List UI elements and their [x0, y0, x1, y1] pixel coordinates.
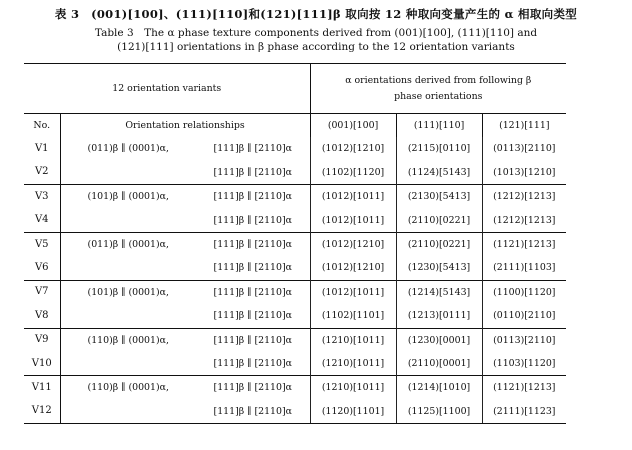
table-row [24, 232, 566, 256]
cell-orientation-121: (1212)[1213] [482, 209, 566, 233]
cell-orientation-121: (0113)[2110] [482, 328, 566, 352]
table-row [24, 280, 566, 304]
cell-no: V10 [31, 357, 52, 369]
header-no: No. [24, 114, 60, 138]
cell-direction-relationship: [111]β ∥ [2110]α [213, 262, 292, 274]
cell-direction-relationship: [111]β ∥ [2110]α [196, 328, 310, 352]
cell-direction-relationship: [111]β ∥ [2110]α [196, 280, 310, 304]
cell-orientation-121: (1103)[1120] [482, 352, 566, 376]
cell-orientation-001: (1102)[1120] [310, 161, 396, 185]
header-relationships: Orientation relationships [60, 114, 310, 138]
table-row [24, 137, 566, 160]
cell-orientation-111: (1214)[5143] [396, 280, 482, 304]
cell-plane-relationship: (101)β ∥ (0001)α, [60, 185, 196, 209]
cell-no: V1 [34, 143, 49, 155]
cell-orientation-121: (0113)[2110] [482, 137, 566, 160]
cell-orientation-001: (1012)[1011] [310, 209, 396, 233]
cell-direction-relationship: [111]β ∥ [2110]α [196, 376, 310, 400]
cell-plane-relationship [60, 400, 196, 424]
cell-direction-relationship: [111]β ∥ [2110]α [196, 232, 310, 256]
cell-orientation-111: (2110)[0221] [396, 232, 482, 256]
cell-no: V7 [24, 280, 60, 304]
cell-no: V4 [34, 214, 49, 226]
table-body [24, 137, 566, 423]
cell-no: V2 [34, 166, 49, 178]
cell-direction-relationship: [111]β ∥ [2110]α [196, 400, 310, 424]
cell-direction-relationship: [111]β ∥ [2110]α [213, 166, 292, 178]
cell-plane-relationship [60, 352, 196, 376]
orientation-table [24, 63, 566, 424]
cell-plane-relationship: (101)β ∥ (0001)α, [60, 280, 196, 304]
cell-plane-relationship [60, 256, 196, 280]
table-caption-chinese: 表 3 (001)[100]、(111)[110]和(121)[111]β 取向按 12 种取向变量产生的 α 相取向类型 [54, 7, 578, 21]
cell-no: V5 [24, 232, 60, 256]
cell-plane-relationship [60, 209, 196, 233]
table-row [24, 161, 566, 185]
cell-plane-relationship: (011)β ∥ (0001)α, [60, 137, 196, 160]
cell-no: V6 [34, 262, 49, 274]
cell-plane-relationship: (110)β ∥ (0001)α, [60, 376, 196, 400]
cell-orientation-001: (1012)[1011] [310, 185, 396, 209]
cell-orientation-121: (1013)[1210] [482, 161, 566, 185]
cell-plane-relationship [60, 161, 196, 185]
cell-orientation-111: (1213)[0111] [396, 304, 482, 328]
table-row [24, 256, 566, 280]
table-header-row-1 [24, 64, 566, 114]
cell-orientation-121: (1212)[1213] [482, 185, 566, 209]
table-row [24, 352, 566, 376]
cell-orientation-121: (2111)[1123] [482, 400, 566, 424]
table-row [24, 400, 566, 424]
cell-plane-relationship: (110)β ∥ (0001)α, [60, 328, 196, 352]
cell-orientation-001: (1012)[1210] [310, 137, 396, 160]
cell-direction-relationship: [111]β ∥ [2110]α [196, 185, 310, 209]
header-derived: α orientations derived from following β phase orientations [310, 64, 566, 114]
header-col-111: (111)[110] [396, 114, 482, 138]
table-row [24, 376, 566, 400]
cell-orientation-111: (1125)[1100] [396, 400, 482, 424]
cell-orientation-111: (2110)[0001] [396, 352, 482, 376]
cell-orientation-001: (1102)[1101] [310, 304, 396, 328]
cell-orientation-111: (1214)[1010] [396, 376, 482, 400]
cell-direction-relationship: [111]β ∥ [2110]α [213, 310, 292, 322]
table-row [24, 185, 566, 209]
cell-no: V9 [24, 328, 60, 352]
table-row [24, 328, 566, 352]
cell-orientation-001: (1210)[1011] [310, 376, 396, 400]
cell-no: V3 [24, 185, 60, 209]
cell-plane-relationship [60, 304, 196, 328]
cell-orientation-111: (1230)[0001] [396, 328, 482, 352]
cell-direction-relationship: [111]β ∥ [2110]α [213, 357, 292, 369]
cell-orientation-001: (1210)[1011] [310, 352, 396, 376]
cell-orientation-121: (1121)[1213] [482, 232, 566, 256]
cell-orientation-111: (2115)[0110] [396, 137, 482, 160]
cell-no: V11 [24, 376, 60, 400]
header-variants: 12 orientation variants [24, 64, 310, 114]
cell-orientation-111: (1230)[5413] [396, 256, 482, 280]
cell-orientation-111: (2110)[0221] [396, 209, 482, 233]
table-caption-english-line2: (121)[111] orientations in β phase according to the 12 orientation variants [117, 41, 515, 53]
cell-orientation-001: (1120)[1101] [310, 400, 396, 424]
cell-no: V12 [24, 400, 60, 424]
cell-orientation-111: (2130)[5413] [396, 185, 482, 209]
cell-direction-relationship: [111]β ∥ [2110]α [213, 214, 292, 226]
cell-plane-relationship: (011)β ∥ (0001)α, [60, 232, 196, 256]
cell-orientation-001: (1210)[1011] [310, 328, 396, 352]
table-header-row-2 [24, 114, 566, 138]
cell-orientation-001: (1012)[1210] [310, 232, 396, 256]
cell-orientation-121: (1121)[1213] [482, 376, 566, 400]
table-row [24, 304, 566, 328]
header-col-121: (121)[111] [482, 114, 566, 138]
table-caption-english-line1: Table 3 The α phase texture components derived from (001)[100], (111)[110] and [94, 27, 538, 39]
cell-orientation-111: (1124)[5143] [396, 161, 482, 185]
cell-direction-relationship: [111]β ∥ [2110]α [213, 143, 292, 155]
cell-orientation-121: (1100)[1120] [482, 280, 566, 304]
header-col-001: (001)[100] [310, 114, 396, 138]
cell-orientation-121: (0110)[2110] [482, 304, 566, 328]
cell-orientation-121: (2111)[1103] [482, 256, 566, 280]
table-row [24, 209, 566, 233]
cell-orientation-001: (1012)[1011] [310, 280, 396, 304]
cell-no: V8 [34, 309, 49, 321]
cell-orientation-001: (1012)[1210] [310, 256, 396, 280]
